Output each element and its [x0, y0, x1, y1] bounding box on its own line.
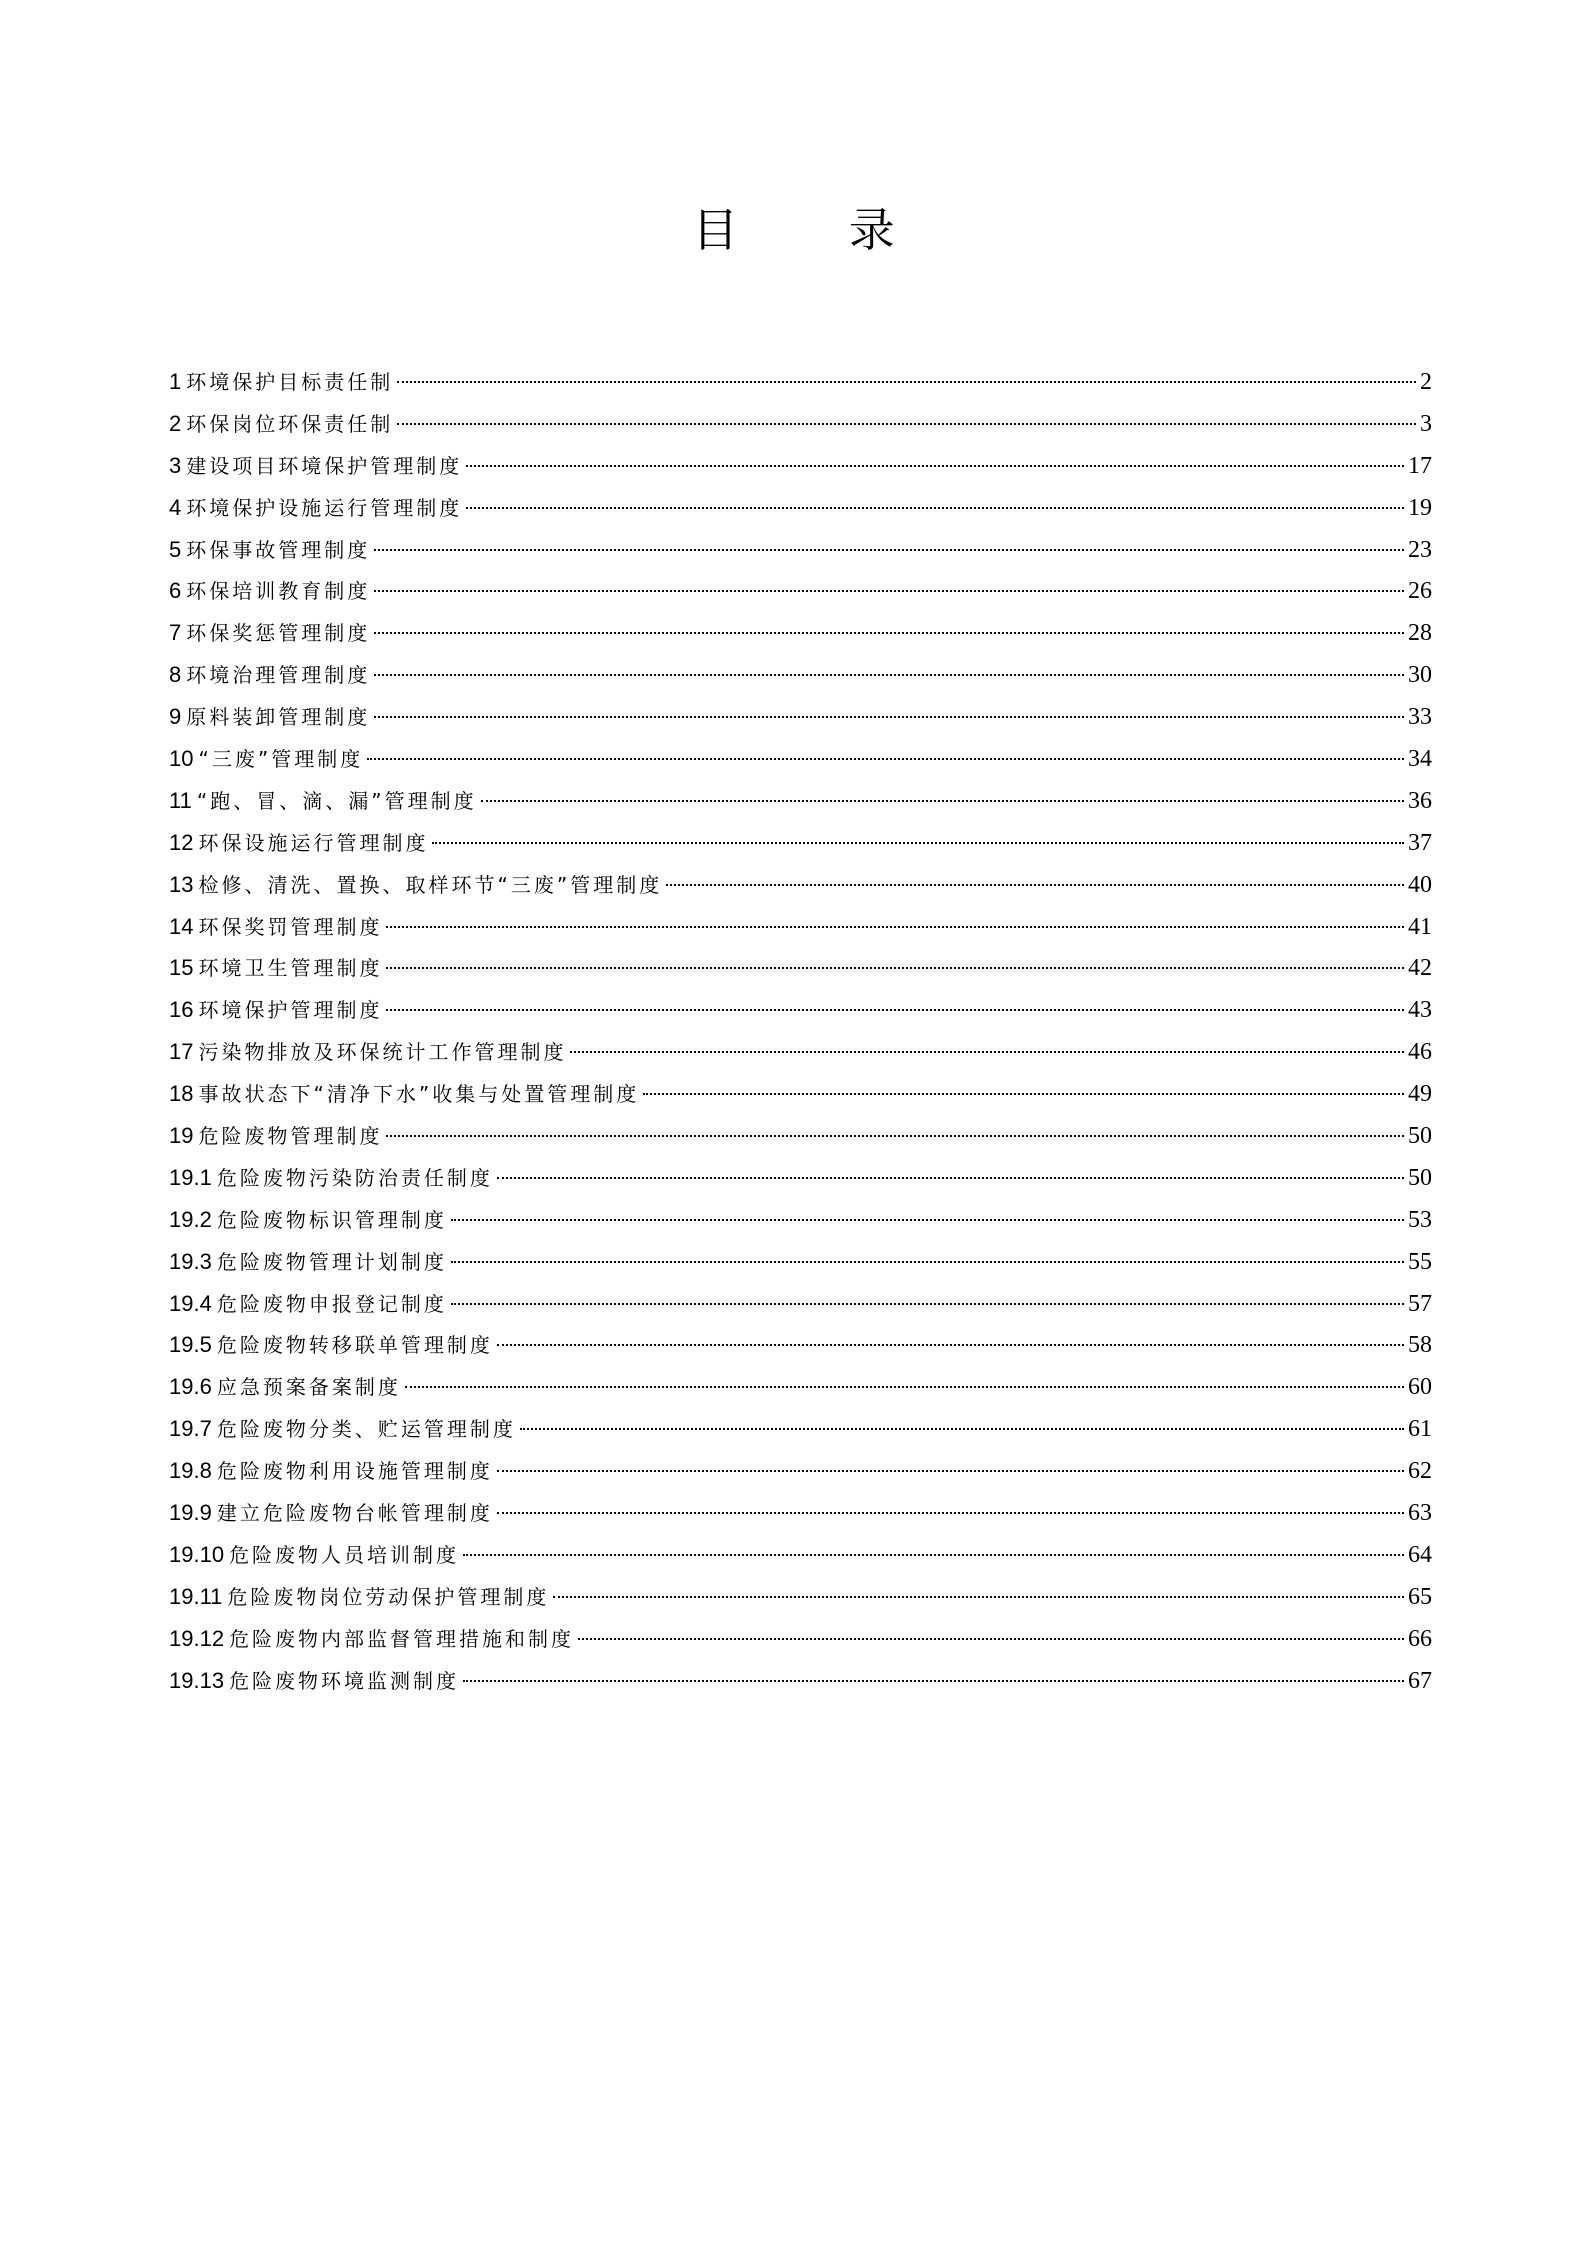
toc-entry-number: 5: [169, 536, 182, 562]
toc-entry-number: 14: [169, 913, 194, 939]
toc-dot-leader: [578, 1638, 1404, 1640]
toc-entry[interactable]: [169, 1576, 1432, 1618]
toc-dot-leader: [374, 549, 1404, 551]
toc-entry[interactable]: [169, 487, 1432, 529]
toc-entry-number: 19.4: [169, 1290, 212, 1316]
toc-entry-page-number: 33: [1408, 704, 1432, 731]
toc-dot-leader: [463, 1680, 1404, 1682]
toc-dot-leader: [374, 716, 1404, 718]
toc-entry-label: 污染物排放及环保统计工作管理制度: [198, 1040, 567, 1065]
toc-entry[interactable]: [169, 1031, 1432, 1073]
toc-entry-label: 环保事故管理制度: [186, 537, 371, 562]
toc-entry[interactable]: [169, 947, 1432, 989]
toc-entry[interactable]: [169, 1534, 1432, 1576]
toc-entry-page-number: 58: [1408, 1332, 1432, 1359]
toc-entry-page-number: 19: [1408, 494, 1432, 521]
toc-dot-leader: [466, 465, 1404, 467]
toc-entry-page-number: 36: [1408, 787, 1432, 814]
toc-dot-leader: [553, 1596, 1404, 1598]
toc-entry-page-number: 26: [1408, 578, 1432, 605]
toc-entry-label: “三废”管理制度: [198, 747, 364, 772]
toc-entry-number: 10: [169, 746, 194, 772]
toc-entry-label: 环境保护管理制度: [198, 998, 383, 1023]
toc-entry-number: 19.8: [169, 1458, 212, 1484]
toc-dot-leader: [451, 1219, 1404, 1221]
toc-dot-leader: [386, 1009, 1404, 1011]
toc-entry-number: 17: [169, 1039, 194, 1065]
toc-entry-page-number: 40: [1408, 871, 1432, 898]
toc-entry-number: 11: [169, 787, 192, 813]
toc-entry-page-number: 50: [1408, 1164, 1432, 1191]
toc-entry-number: 19.7: [169, 1416, 212, 1442]
toc-entry[interactable]: [169, 864, 1432, 906]
toc-dot-leader: [386, 967, 1404, 969]
toc-entry[interactable]: [169, 1618, 1432, 1660]
toc-entry-page-number: 57: [1408, 1290, 1432, 1317]
page-title: 目 录: [692, 203, 943, 257]
toc-dot-leader: [397, 423, 1416, 425]
toc-entry-label: 环境保护目标责任制: [186, 370, 394, 394]
toc-dot-leader: [451, 1303, 1404, 1305]
toc-entry-number: 16: [169, 997, 194, 1023]
toc-dot-leader: [570, 1051, 1404, 1053]
toc-entry-label: 检修、清洗、置换、取样环节“三废”管理制度: [198, 872, 663, 897]
toc-dot-leader: [520, 1428, 1404, 1430]
toc-dot-leader: [374, 674, 1404, 676]
toc-entry-label: 环境保护设施运行管理制度: [186, 495, 463, 520]
toc-entry[interactable]: [169, 1199, 1432, 1241]
toc-entry-page-number: 23: [1408, 536, 1432, 563]
toc-entry-label: 建立危险废物台帐管理制度: [216, 1501, 493, 1526]
toc-entry-label: 应急预案备案制度: [216, 1375, 401, 1400]
toc-entry[interactable]: [169, 1366, 1432, 1408]
toc-dot-leader: [666, 884, 1404, 886]
toc-dot-leader: [643, 1093, 1404, 1095]
toc-entry[interactable]: [169, 1073, 1432, 1115]
toc-entry-number: 4: [169, 494, 182, 520]
toc-entry[interactable]: [169, 822, 1432, 864]
toc-entry[interactable]: [169, 906, 1432, 948]
toc-entry[interactable]: [169, 738, 1432, 780]
toc-entry-page-number: 61: [1408, 1416, 1432, 1443]
toc-entry[interactable]: [169, 445, 1432, 487]
toc-entry-page-number: 60: [1408, 1374, 1432, 1401]
toc-dot-leader: [397, 381, 1416, 383]
toc-entry-label: 环境卫生管理制度: [198, 956, 383, 981]
toc-entry[interactable]: [169, 529, 1432, 571]
toc-entry-label: 事故状态下“清净下水”收集与处置管理制度: [198, 1082, 640, 1107]
toc-dot-leader: [497, 1512, 1404, 1514]
toc-entry-number: 8: [169, 662, 182, 688]
toc-entry-label: 危险废物分类、贮运管理制度: [216, 1417, 516, 1442]
toc-entry[interactable]: [169, 780, 1432, 822]
toc-dot-leader: [481, 800, 1404, 802]
toc-entry-number: 19.1: [169, 1164, 212, 1190]
toc-entry-number: 15: [169, 955, 194, 981]
toc-entry-label: 环保奖罚管理制度: [198, 914, 383, 939]
toc-entry[interactable]: [169, 654, 1432, 696]
toc-entry-page-number: 50: [1408, 1123, 1432, 1150]
toc-entry-label: 危险废物申报登记制度: [216, 1291, 447, 1316]
toc-entry-page-number: 3: [1420, 410, 1432, 437]
toc-dot-leader: [497, 1344, 1404, 1346]
toc-entry-page-number: 49: [1408, 1081, 1432, 1108]
toc-dot-leader: [374, 632, 1404, 634]
toc-entry[interactable]: [169, 403, 1432, 445]
toc-entry-page-number: 41: [1408, 913, 1432, 940]
toc-dot-leader: [386, 926, 1404, 928]
toc-entry-number: 19.6: [169, 1374, 212, 1400]
toc-entry-page-number: 2: [1420, 369, 1432, 395]
toc-entry-number: 3: [169, 452, 182, 478]
toc-dot-leader: [432, 842, 1404, 844]
toc-dot-leader: [451, 1261, 1404, 1263]
toc-entry-label: 原料装卸管理制度: [186, 705, 371, 730]
toc-entry-label: 危险废物管理计划制度: [216, 1249, 447, 1274]
toc-entry-page-number: 55: [1408, 1248, 1432, 1275]
toc-entry-number: 18: [169, 1081, 194, 1107]
toc-entry-page-number: 65: [1408, 1583, 1432, 1610]
toc-entry-number: 19: [169, 1123, 194, 1149]
toc-entry-label: 危险废物人员培训制度: [229, 1542, 460, 1567]
toc-entry[interactable]: [169, 1660, 1432, 1702]
toc-entry-number: 13: [169, 871, 194, 897]
toc-entry-page-number: 34: [1408, 746, 1432, 773]
toc-entry-label: 危险废物利用设施管理制度: [216, 1459, 493, 1484]
toc-entry-label: 环境治理管理制度: [186, 663, 371, 688]
toc-entry-page-number: 62: [1408, 1458, 1432, 1485]
toc-entry-page-number: 67: [1408, 1667, 1432, 1694]
toc-dot-leader: [367, 758, 1404, 760]
toc-entry-page-number: 46: [1408, 1039, 1432, 1066]
toc-entry-number: 19.11: [169, 1583, 223, 1609]
toc-entry[interactable]: [169, 1115, 1432, 1157]
toc-entry-label: 环保设施运行管理制度: [198, 830, 429, 855]
toc-entry[interactable]: [169, 1492, 1432, 1534]
toc-entry-label: 危险废物环境监测制度: [229, 1668, 460, 1693]
toc-entry-page-number: 43: [1408, 997, 1432, 1024]
table-of-contents: [169, 361, 1432, 1702]
toc-dot-leader: [497, 1177, 1404, 1179]
toc-entry-label: 危险废物转移联单管理制度: [216, 1333, 493, 1358]
toc-entry-page-number: 53: [1408, 1206, 1432, 1233]
toc-entry-number: 19.5: [169, 1332, 212, 1358]
toc-entry[interactable]: [169, 1241, 1432, 1283]
toc-entry[interactable]: [169, 696, 1432, 738]
toc-entry-label: 危险废物污染防治责任制度: [216, 1165, 493, 1190]
toc-entry-label: 危险废物岗位劳动保护管理制度: [227, 1584, 550, 1609]
toc-entry-page-number: 63: [1408, 1500, 1432, 1527]
toc-entry-number: 19.12: [169, 1625, 225, 1651]
toc-entry-number: 1: [169, 369, 182, 394]
toc-entry-number: 12: [169, 829, 194, 855]
toc-entry-label: 环保岗位环保责任制: [186, 411, 394, 436]
toc-entry-number: 19.9: [169, 1500, 212, 1526]
toc-entry[interactable]: [169, 1157, 1432, 1199]
toc-entry-label: 环保培训教育制度: [186, 579, 371, 604]
toc-entry[interactable]: [169, 570, 1432, 612]
toc-entry-label: “跑、冒、滴、漏”管理制度: [196, 788, 477, 813]
toc-entry-number: 19.10: [169, 1541, 225, 1567]
toc-dot-leader: [374, 590, 1404, 592]
toc-entry[interactable]: [169, 1408, 1432, 1450]
toc-entry-label: 危险废物内部监督管理措施和制度: [229, 1626, 575, 1651]
toc-entry-page-number: 28: [1408, 620, 1432, 647]
toc-entry-page-number: 42: [1408, 955, 1432, 982]
toc-entry[interactable]: [169, 361, 1432, 403]
toc-entry[interactable]: [169, 1450, 1432, 1492]
toc-entry-page-number: 66: [1408, 1625, 1432, 1652]
toc-entry-number: 7: [169, 620, 182, 646]
toc-entry[interactable]: [169, 1283, 1432, 1325]
toc-entry-number: 6: [169, 578, 182, 604]
toc-entry-page-number: 37: [1408, 829, 1432, 856]
toc-dot-leader: [497, 1470, 1404, 1472]
toc-entry-number: 9: [169, 704, 182, 730]
toc-entry-label: 危险废物标识管理制度: [216, 1207, 447, 1232]
toc-entry-label: 建设项目环境保护管理制度: [186, 453, 463, 478]
toc-entry[interactable]: [169, 1324, 1432, 1366]
toc-dot-leader: [386, 1135, 1404, 1137]
toc-entry-page-number: 17: [1408, 452, 1432, 479]
toc-dot-leader: [405, 1386, 1404, 1388]
toc-entry-number: 19.3: [169, 1248, 212, 1274]
toc-dot-leader: [466, 507, 1404, 509]
toc-entry-page-number: 30: [1408, 662, 1432, 689]
toc-dot-leader: [463, 1554, 1404, 1556]
toc-entry-label: 危险废物管理制度: [198, 1124, 383, 1149]
toc-entry[interactable]: [169, 612, 1432, 654]
toc-entry-label: 环保奖惩管理制度: [186, 621, 371, 646]
toc-entry-page-number: 64: [1408, 1541, 1432, 1568]
toc-entry[interactable]: [169, 989, 1432, 1031]
toc-entry-number: 19.2: [169, 1206, 212, 1232]
toc-entry-number: 2: [169, 410, 182, 436]
toc-entry-number: 19.13: [169, 1667, 225, 1693]
